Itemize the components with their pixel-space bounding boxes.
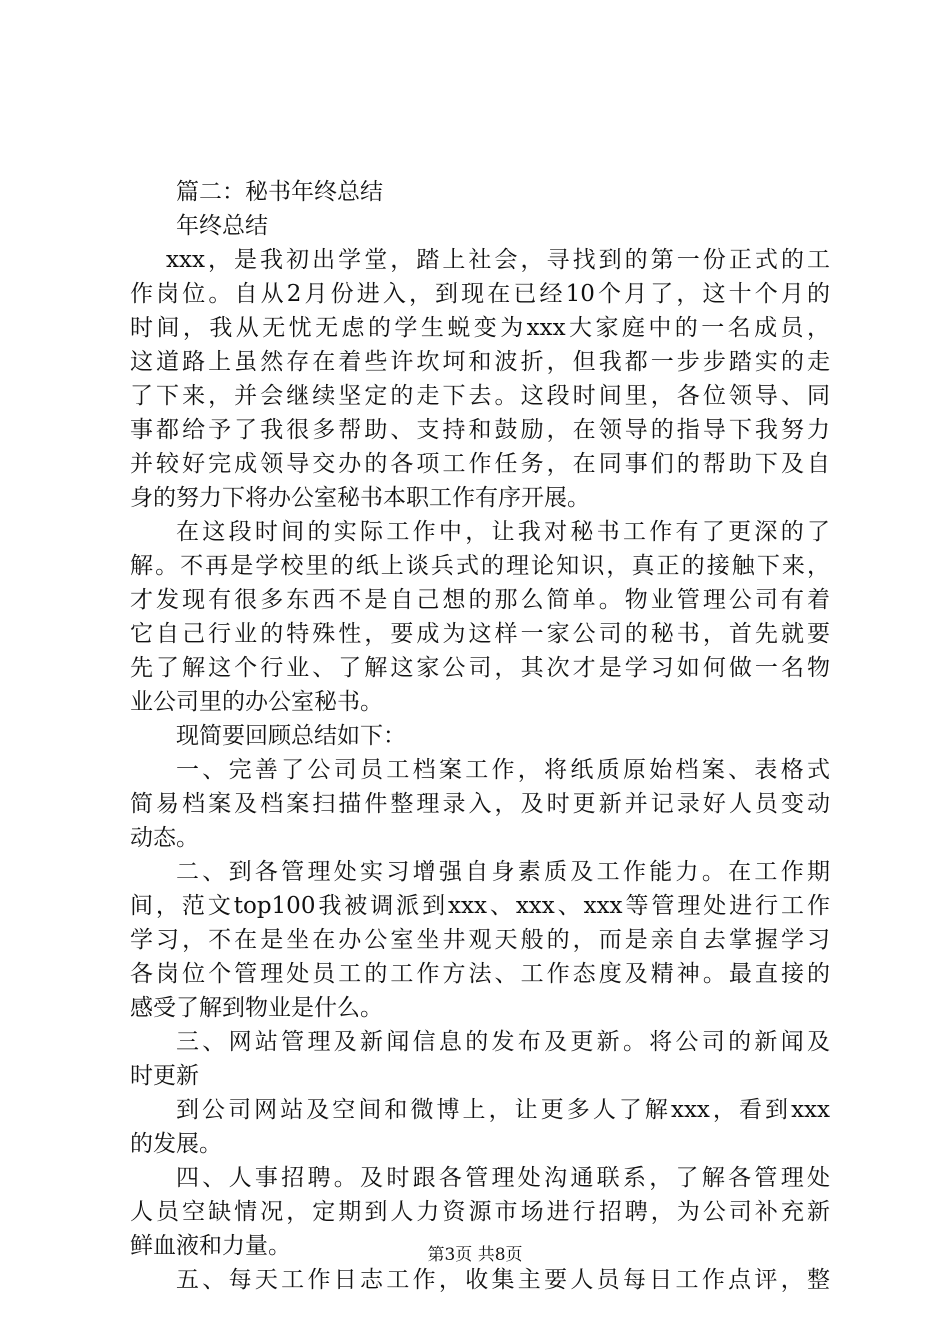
text-line: 在这段时间的实际工作中，让我对秘书工作有了更深的了	[176, 519, 830, 545]
text-line: 各岗位个管理处员工的工作方法、工作态度及精神。最直接的	[130, 961, 830, 987]
text-line: 到公司网站及空间和微博上，让更多人了解xxx，看到xxx	[176, 1097, 830, 1123]
text-line: 事都给予了我很多帮助、支持和鼓励，在领导的指导下我努力	[130, 417, 830, 443]
text-line: 学习，不在是坐在办公室坐井观天般的，而是亲自去掌握学习	[130, 927, 830, 953]
page-footer: 第3页 共8页	[427, 1245, 523, 1265]
text-line: 感受了解到物业是什么。	[130, 995, 383, 1021]
text-line: 解。不再是学校里的纸上谈兵式的理论知识，真正的接触下来，	[130, 553, 830, 579]
text-line: 人员空缺情况，定期到人力资源市场进行招聘，为公司补充新	[130, 1199, 830, 1225]
text-line: xxx，是我初出学堂，踏上社会，寻找到的第一份正式的工	[166, 247, 830, 273]
text-line: 现简要回顾总结如下：	[176, 723, 406, 749]
text-line: 时间，我从无忧无虑的学生蜕变为xxx大家庭中的一名成员，	[130, 315, 830, 341]
text-line: 先了解这个行业、了解这家公司，其次才是学习如何做一名物	[130, 655, 830, 681]
text-line: 间，范文top100我被调派到xxx、xxx、xxx等管理处进行工作	[130, 893, 830, 919]
text-line: 年终总结	[176, 213, 268, 239]
text-line: 篇二：秘书年终总结	[176, 179, 383, 205]
text-line: 三、网站管理及新闻信息的发布及更新。将公司的新闻及	[176, 1029, 830, 1055]
text-line: 这道路上虽然存在着些许坎坷和波折，但我都一步步踏实的走	[130, 349, 830, 375]
text-line: 动态。	[130, 825, 199, 851]
text-line: 作岗位。自从2月份进入，到现在已经10个月了，这十个月的	[130, 281, 830, 307]
text-line: 简易档案及档案扫描件整理录入，及时更新并记录好人员变动	[130, 791, 830, 817]
text-line: 业公司里的办公室秘书。	[130, 689, 383, 715]
text-line: 五、每天工作日志工作，收集主要人员每日工作点评，整	[176, 1267, 830, 1293]
text-line: 鲜血液和力量。	[130, 1233, 291, 1259]
text-line: 二、到各管理处实习增强自身素质及工作能力。在工作期	[176, 859, 830, 885]
text-line: 身的努力下将办公室秘书本职工作有序开展。	[130, 485, 590, 511]
text-line: 它自己行业的特殊性，要成为这样一家公司的秘书，首先就要	[130, 621, 830, 647]
text-line: 的发展。	[130, 1131, 222, 1157]
text-line: 才发现有很多东西不是自己想的那么简单。物业管理公司有着	[130, 587, 830, 613]
document-body	[130, 175, 830, 1297]
text-line: 并较好完成领导交办的各项工作任务，在同事们的帮助下及自	[130, 451, 830, 477]
text-line: 了下来，并会继续坚定的走下去。这段时间里，各位领导、同	[130, 383, 830, 409]
text-line: 一、完善了公司员工档案工作，将纸质原始档案、表格式	[176, 757, 830, 783]
text-line: 时更新	[130, 1063, 199, 1089]
text-line: 四、人事招聘。及时跟各管理处沟通联系，了解各管理处	[176, 1165, 830, 1191]
